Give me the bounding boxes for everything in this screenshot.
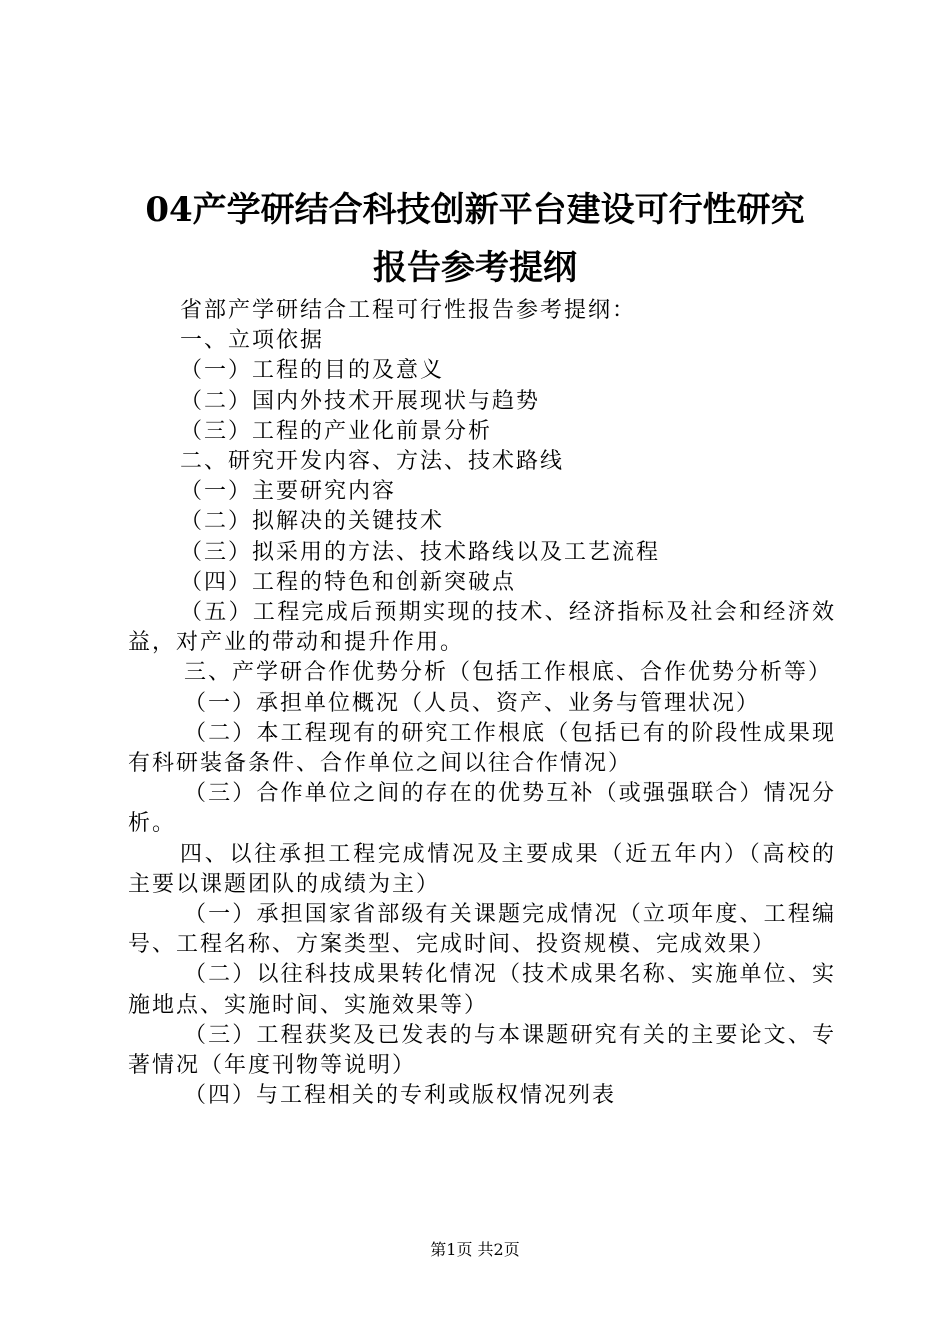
document-title-line-2: 报告参考提纲 (373, 248, 577, 288)
outline-item: （三）拟采用的方法、技术路线以及工艺流程 (180, 539, 661, 565)
outline-item: （二）以往科技成果转化情况（技术成果名称、实施单位、实施地点、实施时间、实施效果等） (128, 962, 836, 1018)
body-paragraph: 省部产学研结合工程可行性报告参考提纲： (180, 298, 637, 323)
outline-item: （一）工程的目的及意义 (180, 358, 445, 384)
outline-item: （三）合作单位之间的存在的优势互补（或强强联合）情况分析。 (128, 781, 836, 837)
outline-item: （四）工程的特色和创新突破点 (180, 569, 517, 595)
section-heading: 三、产学研合作优势分析（包括工作根底、合作优势分析等） (184, 660, 833, 686)
outline-item: （一）承担单位概况（人员、资产、业务与管理状况） (184, 690, 761, 716)
section-heading: 二、研究开发内容、方法、技术路线 (180, 449, 565, 475)
outline-item: （五）工程完成后预期实现的技术、经济指标及社会和经济效益，对产业的带动和提升作用。 (128, 600, 836, 656)
outline-item: （二）国内外技术开展现状与趋势 (180, 388, 541, 414)
page-number-footer: 第1页 共2页 (430, 1240, 520, 1259)
section-heading: 一、立项依据 (180, 328, 325, 354)
outline-item: （一）主要研究内容 (180, 479, 397, 505)
outline-item: （二）拟解决的关键技术 (180, 509, 445, 535)
outline-item: （一）承担国家省部级有关课题完成情况（立项年度、工程编号、工程名称、方案类型、完成时间、投资规模、完成效果） (128, 902, 836, 958)
outline-item: （三）工程的产业化前景分析 (180, 418, 493, 444)
outline-item: （二）本工程现有的研究工作根底（包括已有的阶段性成果现有科研装备条件、合作单位之间以往合作情况） (128, 720, 836, 777)
section-heading: 四、以往承担工程完成情况及主要成果（近五年内）（高校的主要以课题团队的成绩为主） (128, 841, 836, 897)
document-title-line-1: 04产学研结合科技创新平台建设可行性研究 (145, 190, 805, 230)
outline-item: （四）与工程相关的专利或版权情况列表 (184, 1083, 617, 1109)
document-body (128, 296, 836, 1111)
outline-item: （三）工程获奖及已发表的与本课题研究有关的主要论文、专著情况（年度刊物等说明） (128, 1022, 836, 1079)
